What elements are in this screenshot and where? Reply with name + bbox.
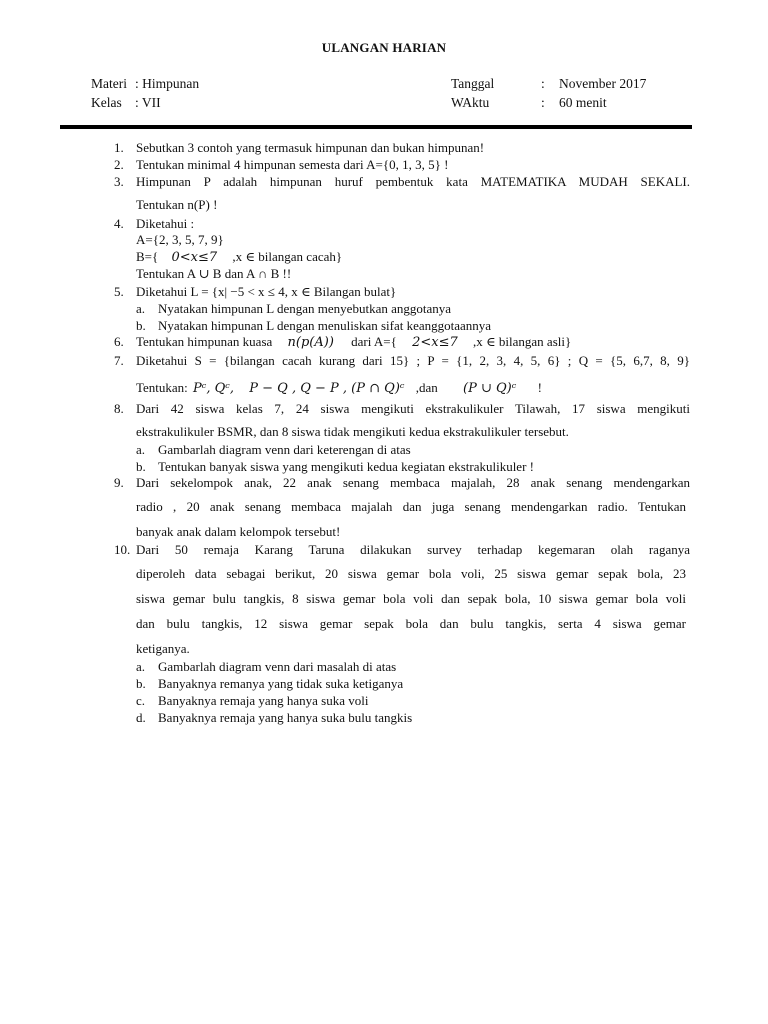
question-10-line-5: ketiganya. [136, 641, 190, 656]
question-number: 6. [114, 334, 124, 349]
sub-letter: a. [136, 442, 146, 457]
text-part: ! [537, 380, 542, 395]
kelas-label: Kelas [91, 95, 122, 110]
power-set-expression: n(p(A)) [287, 335, 334, 350]
header-divider [60, 125, 692, 129]
sub-text: Nyatakan himpunan L dengan menyebutkan anggotanya [158, 301, 452, 316]
question-text-line: Diketahui : [136, 216, 195, 231]
question-text [136, 333, 690, 351]
sub-letter: b. [136, 459, 146, 474]
question-text: Diketahui L = {x| −5 < x ≤ 4, x ∈ Bilangan bulat} [136, 284, 397, 299]
question-3-line-2: Tentukan n(P) ! [136, 197, 218, 212]
question-number: 7. [114, 353, 124, 368]
page-title: ULANGAN HARIAN [321, 40, 447, 55]
waktu-colon: : [541, 95, 545, 110]
question-number: 2. [114, 157, 124, 172]
sub-text: Banyaknya remaja yang hanya suka voli [158, 693, 369, 708]
question-number: 8. [114, 401, 124, 416]
question-text: Tentukan minimal 4 himpunan semesta dari A={0, 1, 3, 5} ! [136, 157, 449, 172]
complement-expression: Pᶜ, Qᶜ, [193, 381, 235, 396]
sub-letter: a. [136, 301, 146, 316]
sub-text: Gambarlah diagram venn dari masalah di atas [158, 659, 397, 674]
set-b-condition: 0<x≤7 [171, 250, 218, 265]
question-text-line: Dari sekelompok anak, 22 anak senang membaca majalah, 28 anak senang mendengarkan [136, 475, 690, 490]
question-9-line-3: banyak anak dalam kelompok tersebut! [136, 524, 341, 539]
sub-text: Gambarlah diagram venn dari keterengan di atas [158, 442, 411, 457]
question-10-line-4: dan bulu tangkis, 12 siswa gemar sepak bola dan bulu tangkis, serta 4 siswa gemar [136, 616, 686, 631]
question-text-line: Himpunan P adalah himpunan huruf pembentuk kata MATEMATIKA MUDAH SEKALI. [136, 174, 690, 189]
question-number: 5. [114, 284, 124, 299]
sub-text: Nyatakan himpunan L dengan menuliskan sifat keanggotaannya [158, 318, 492, 333]
question-text-line: Dari 42 siswa kelas 7, 24 siswa mengikuti ekstrakulikuler Tilawah, 17 siswa mengikuti [136, 401, 690, 416]
question-text-line: Dari 50 remaja Karang Taruna dilakukan survey terhadap kegemaran olah raganya [136, 542, 690, 557]
question-number: 10. [114, 542, 131, 557]
waktu-label: WAktu [451, 95, 490, 110]
text-part: dari A={ [351, 334, 397, 349]
kelas-value: : VII [135, 95, 161, 110]
set-a-definition: A={2, 3, 5, 7, 9} [136, 232, 224, 247]
sub-text: Tentukan banyak siswa yang mengikuti kedua kegiatan ekstrakulikuler ! [158, 459, 534, 474]
question-text-line: Diketahui S = {bilangan cacah kurang dari 15} ; P = {1, 2, 3, 4, 5, 6} ; Q = {5, 6,7, 8, 9} [136, 353, 690, 368]
question-8-line-2: ekstrakulikuler BSMR, dan 8 siswa tidak mengikuti kedua ekstrakulikuler tersebut. [136, 424, 569, 439]
text-part: Tentukan himpunan kuasa [136, 334, 273, 349]
sub-text: Banyaknya remanya yang tidak suka ketiganya [158, 676, 404, 691]
question-number: 9. [114, 475, 124, 490]
difference-expression: P − Q , Q − P , (P ∩ Q)ᶜ [249, 381, 405, 396]
set-b-prefix: B={ [136, 249, 159, 264]
sub-text: Banyaknya remaja yang hanya suka bulu tangkis [158, 710, 413, 725]
text-part: ,x ∈ bilangan asli} [473, 334, 572, 349]
question-10-line-3: siswa gemar bulu tangkis, 8 siswa gemar bola voli dan sepak bola, 10 siswa gemar bola voli [136, 591, 686, 606]
sub-letter: b. [136, 676, 146, 691]
sub-letter: b. [136, 318, 146, 333]
set-condition: 2<x≤7 [412, 335, 458, 350]
set-b-definition [136, 249, 342, 265]
text-part: ,dan [415, 380, 438, 395]
materi-label: Materi [91, 76, 127, 91]
tanggal-label: Tanggal [451, 76, 495, 91]
question-text: Sebutkan 3 contoh yang termasuk himpunan dan bukan himpunan! [136, 140, 485, 155]
materi-value: : Himpunan [135, 76, 200, 91]
question-number: 3. [114, 174, 124, 189]
union-complement-expression: (P ∪ Q)ᶜ [463, 381, 517, 396]
tanggal-value: November 2017 [559, 76, 647, 91]
sub-letter: c. [136, 693, 146, 708]
text-part: Tentukan: [136, 380, 188, 395]
question-number: 4. [114, 216, 124, 231]
question-10-line-2: diperoleh data sebagai berikut, 20 siswa gemar bola voli, 25 siswa gemar sepak bola, 23 [136, 566, 686, 581]
sub-letter: d. [136, 710, 146, 725]
set-b-suffix: ,x ∈ bilangan cacah} [232, 249, 343, 264]
sub-letter: a. [136, 659, 146, 674]
question-4-task: Tentukan A ∪ B dan A ∩ B !! [136, 266, 292, 281]
question-7-task [136, 380, 542, 396]
waktu-value: 60 menit [559, 95, 607, 110]
question-9-line-2: radio , 20 anak senang membaca majalah dan juga senang mendengarkan radio. Tentukan [136, 499, 686, 514]
question-number: 1. [114, 140, 124, 155]
tanggal-colon: : [541, 76, 545, 91]
